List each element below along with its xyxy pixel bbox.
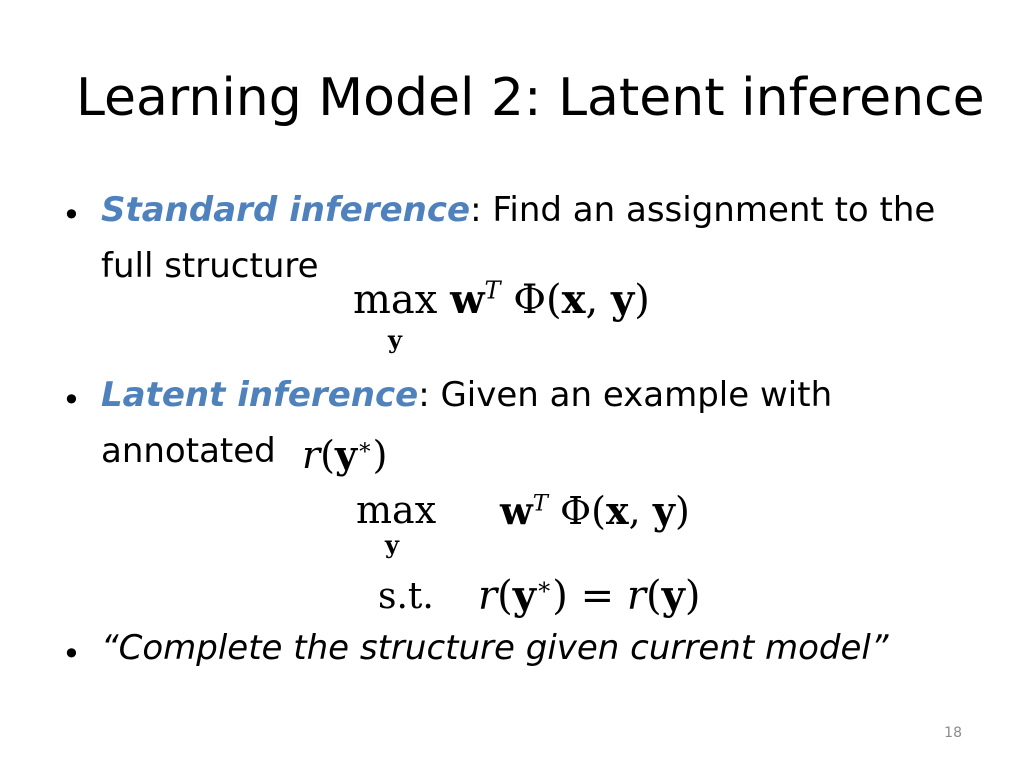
latent-max-label: max (356, 488, 437, 532)
bullet-3-quote: “Complete the structure given current model” (101, 628, 889, 668)
max-subscript-y: y (388, 325, 402, 354)
page-number: 18 (944, 725, 962, 741)
latent-max-subscript-y: y (385, 530, 399, 559)
bullet-2-line-2 (101, 431, 276, 471)
bullet-marker: • (62, 635, 81, 673)
annotated-r-y-star: r(y∗) (302, 432, 388, 477)
bullet-1-line-1 (101, 190, 935, 230)
annotated-text: annotated (101, 431, 276, 471)
latent-objective: $w^T$ Φ(x, y) (500, 488, 690, 533)
standard-inference-term: Standard inference (101, 190, 471, 230)
bullet-marker: • (62, 196, 81, 234)
standard-inference-equation: $\max w^T$ Φ(x, y) (353, 276, 650, 323)
bullet-1-text: : Find an assignment to the (470, 190, 936, 230)
bullet-marker: • (62, 381, 81, 419)
subject-to-label: s.t. (378, 576, 434, 617)
latent-inference-term: Latent inference (101, 375, 419, 415)
bullet-1-line-2: full structure (101, 246, 319, 286)
slide-title: Learning Model 2: Latent inference (76, 68, 985, 128)
bullet-2-line-1 (101, 375, 832, 415)
bullet-2-text: : Given an example with (418, 375, 833, 415)
latent-constraint: r(y∗) = r(y) (478, 572, 701, 619)
